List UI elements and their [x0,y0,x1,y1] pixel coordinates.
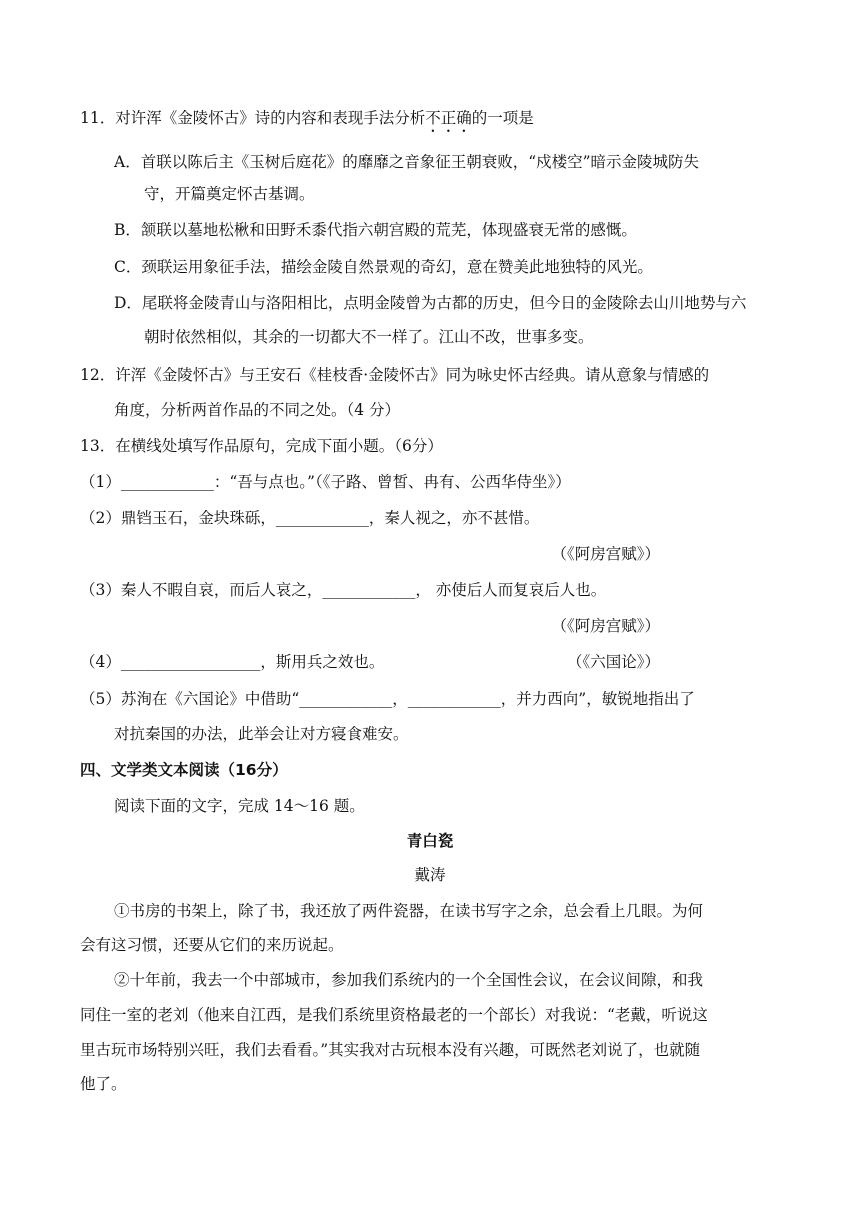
q12-line1: 12．许浑《金陵怀古》与王安石《桂枝香·金陵怀古》同为咏史怀古经典。请从意象与情感的 [80,366,710,384]
q11-option-a-line2: 守，开篇奠定怀古基调。 [144,185,315,203]
q11-stem-emphasis: 不正确 [425,109,472,127]
q13-item-3: （3）秦人不暇自哀，而后人哀之，____________， 亦使后人而复哀后人也。 [80,581,607,599]
article-paragraph-1-line1: ①书房的书架上，除了书，我还放了两件瓷器，在读书写字之余，总会看上几眼。为何 [114,902,704,920]
q13-item-2: （2）鼎铛玉石，金块珠砾，____________，秦人视之，亦不甚惜。 [80,509,540,527]
q11-stem-b: 的一项是 [471,109,534,127]
article-paragraph-1-line2: 会有这习惯，还要从它们的来历说起。 [80,936,344,954]
article-paragraph-2-line1: ②十年前，我去一个中部城市，参加我们系统内的一个全国性会议，在会议间隙，和我 [114,971,704,989]
q11-stem [80,107,534,136]
q13-item-4-source: （《六国论》） [566,653,660,671]
q11-stem-a: 11．对许浑《金陵怀古》诗的内容和表现手法分析 [80,109,426,127]
article-paragraph-2-line2: 同住一室的老刘（他来自江西，是我们系统里资格最老的一个部长）对我说：“老戴，听说这 [80,1006,708,1024]
article-paragraph-2-line4: 他了。 [80,1075,127,1093]
section-heading: 四、文学类文本阅读（16分） [80,761,288,779]
q13-item-5-line1: （5）苏洵在《六国论》中借助“____________，____________，并力西向”，敏锐地指出了 [80,690,695,708]
q13-item-2-source: （《阿房宫赋》） [551,545,660,563]
q11-option-d-line1: D．尾联将金陵青山与洛阳相比，点明金陵曾为古都的历史，但今日的金陵除去山川地势与六 [114,294,747,312]
q11-option-d-line2: 朝时依然相似，其余的一切都大不一样了。江山不改，世事多变。 [144,328,594,346]
q13-item-5-line2: 对抗秦国的办法，此举会让对方寝食难安。 [114,725,409,743]
q12-line2: 角度，分析两首作品的不同之处。（4 分） [114,401,401,419]
q13-item-4: （4）__________________，斯用兵之效也。 [80,653,385,671]
q13-item-1: （1）____________：“吾与点也。”（《子路、曾皙、冉有、公西华侍坐》） [80,473,571,491]
section-instruction: 阅读下面的文字，完成 14～16 题。 [114,797,365,815]
q11-option-b: B．颔联以墓地松楸和田野禾黍代指六朝宫殿的荒芜，体现盛衰无常的感慨。 [114,221,637,239]
article-title: 青白瓷 [406,832,454,850]
q11-option-c: C．颈联运用象征手法，描绘金陵自然景观的奇幻，意在赞美此地独特的风光。 [114,258,653,276]
article-paragraph-2-line3: 里古玩市场特别兴旺，我们去看看。”其实我对古玩根本没有兴趣，可既然老刘说了，也就随 [80,1041,701,1059]
q13-item-3-source: （《阿房宫赋》） [551,617,660,635]
q13-stem: 13．在横线处填写作品原句，完成下面小题。（6分） [80,437,443,455]
q11-option-a-line1: A．首联以陈后主《玉树后庭花》的靡靡之音象征王朝衰败，“戍楼空”暗示金陵城防失 [114,153,700,171]
article-author: 戴涛 [414,866,446,884]
